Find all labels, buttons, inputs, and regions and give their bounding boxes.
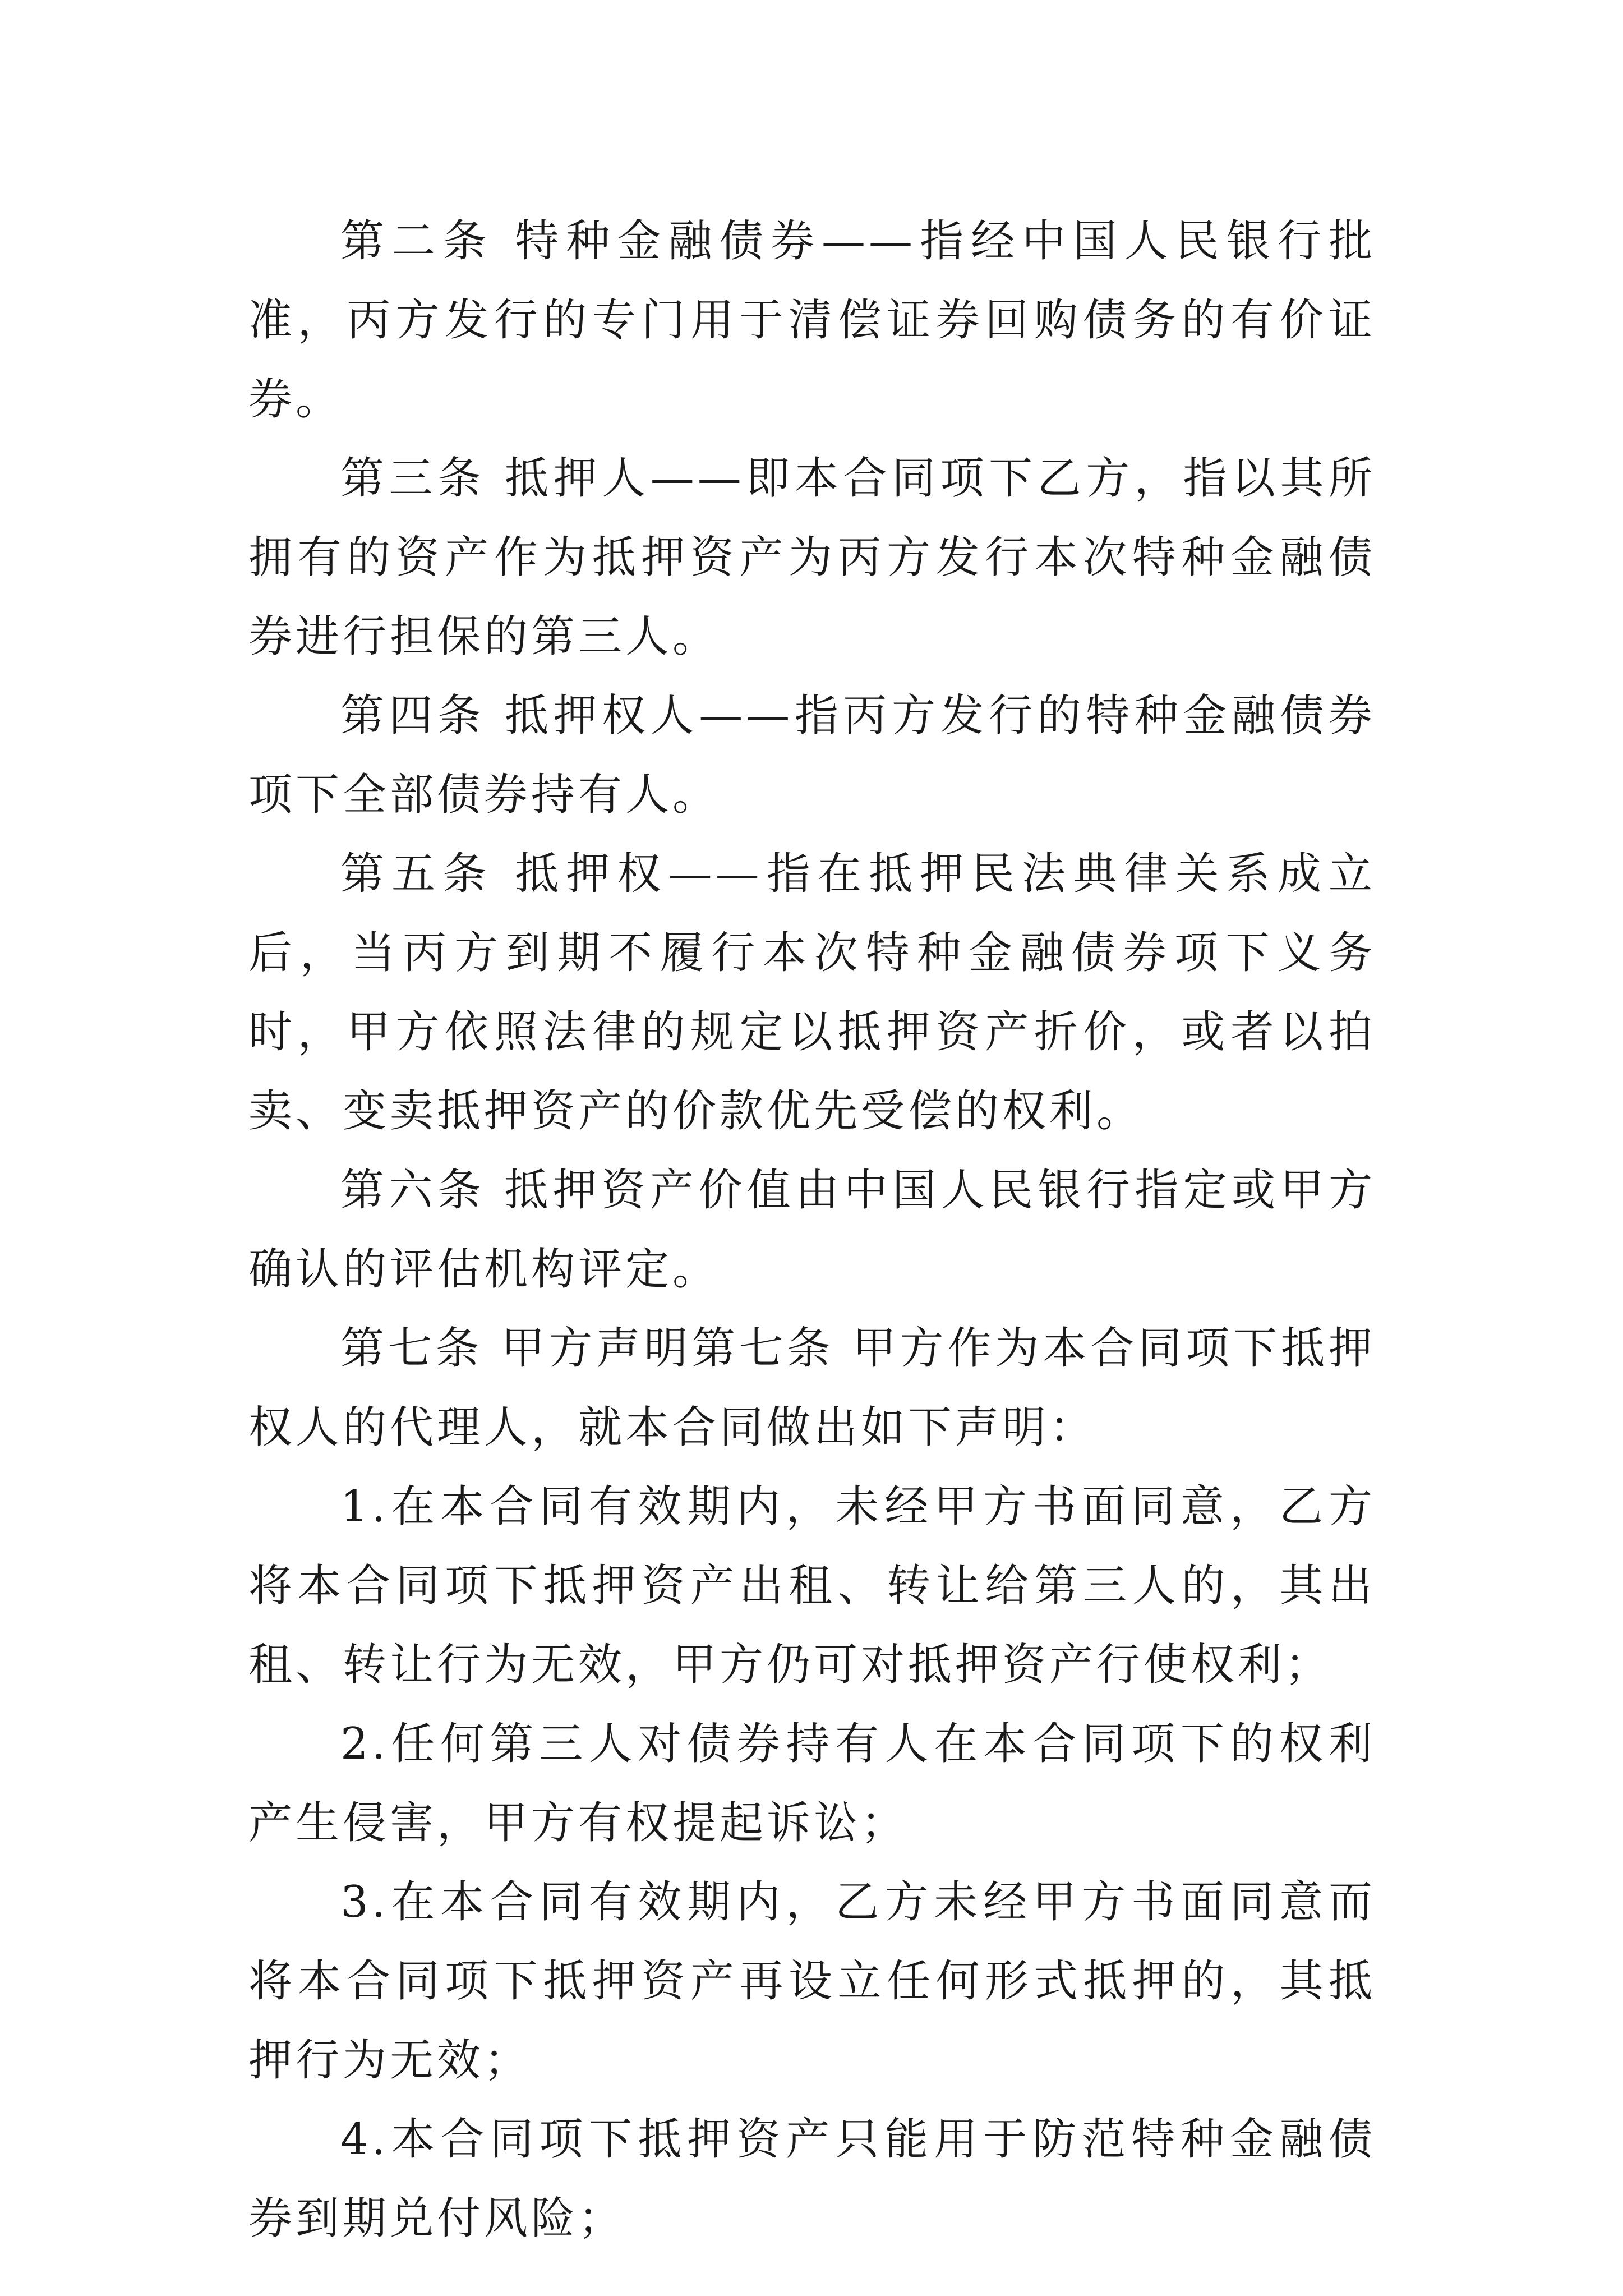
declaration-item-3: 3.在本合同有效期内，乙方未经甲方书面同意而将本合同项下抵押资产再设立任何形式抵押的，其抵押行为无效； <box>248 1877 1376 2086</box>
declaration-item-1: 1.在本合同有效期内，未经甲方书面同意，乙方将本合同项下抵押资产出租、转让给第三人的，其出租、转让行为无效，甲方仍可对抵押资产行使权利； <box>248 1481 1376 1690</box>
declaration-item-2: 2.任何第三人对债券持有人在本合同项下的权利产生侵害，甲方有权提起诉讼； <box>248 1719 1376 1848</box>
article-5-paragraph: 第五条 抵押权——指在抵押民法典律关系成立后，当丙方到期不履行本次特种金融债券项下义务时，甲方依照法律的规定以抵押资产折价，或者以拍卖、变卖抵押资产的价款优先受偿的权利。 <box>248 849 1376 1137</box>
article-3-paragraph: 第三条 抵押人——即本合同项下乙方，指以其所拥有的资产作为抵押资产为丙方发行本次特种金融债券进行担保的第三人。 <box>248 453 1376 662</box>
article-2-paragraph: 第二条 特种金融债券——指经中国人民银行批准，丙方发行的专门用于清偿证券回购债务的有价证券。 <box>248 216 1376 425</box>
article-7-paragraph: 第七条 甲方声明第七条 甲方作为本合同项下抵押权人的代理人，就本合同做出如下声明： <box>248 1323 1376 1453</box>
document-body <box>248 202 1376 2258</box>
article-4-paragraph: 第四条 抵押权人——指丙方发行的特种金融债券项下全部债券持有人。 <box>248 691 1376 820</box>
declaration-item-4: 4.本合同项下抵押资产只能用于防范特种金融债券到期兑付风险； <box>248 2114 1376 2244</box>
article-6-paragraph: 第六条 抵押资产价值由中国人民银行指定或甲方确认的评估机构评定。 <box>248 1165 1376 1295</box>
